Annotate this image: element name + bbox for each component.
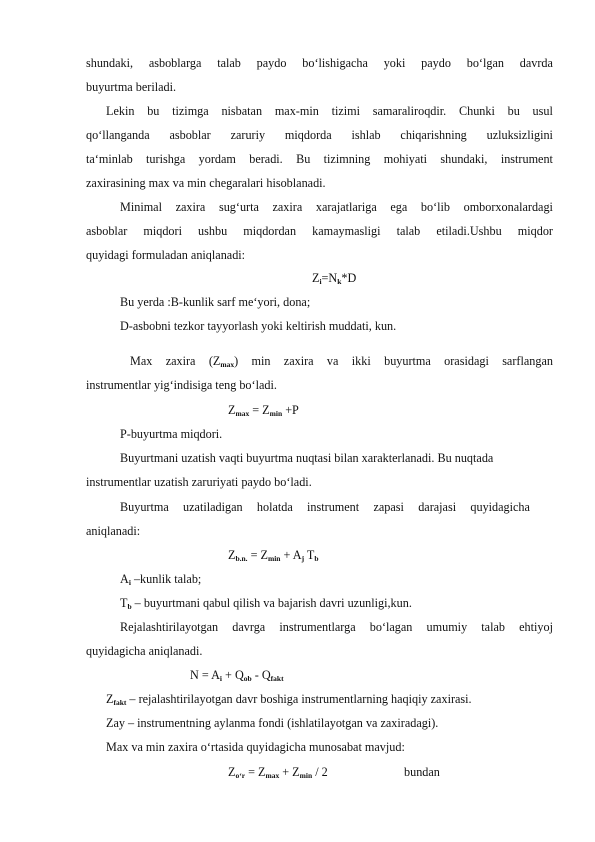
word: Buyurtma bbox=[120, 500, 169, 514]
word: asboblar bbox=[169, 128, 211, 142]
definition-d: D-asbobni tezkor tayyorlash yoki keltirish muddati, kun. bbox=[120, 319, 397, 333]
word: yordam bbox=[198, 152, 236, 166]
word: bo‘lib bbox=[420, 200, 450, 214]
p7-line2: quyidagicha aniqlanadi. bbox=[86, 644, 203, 658]
word: instrument bbox=[307, 500, 360, 514]
word: Lekin bbox=[106, 104, 135, 118]
p1-line2: buyurtma beriladi. bbox=[86, 80, 177, 94]
word: ishlab bbox=[351, 128, 381, 142]
word: samaraliroqdir. bbox=[372, 104, 447, 118]
word: instrumentlarga bbox=[279, 620, 356, 634]
word: turishga bbox=[146, 152, 186, 166]
word: shundaki, bbox=[440, 152, 488, 166]
word: miqdori bbox=[143, 224, 182, 238]
word: ehtiyoj bbox=[519, 620, 553, 634]
word: talab bbox=[396, 224, 421, 238]
word: umumiy bbox=[426, 620, 468, 634]
word: bo‘lgan bbox=[466, 56, 504, 70]
word: uzluksizligini bbox=[486, 128, 553, 142]
word: ta‘minlab bbox=[86, 152, 133, 166]
word: chiqarishning bbox=[400, 128, 467, 142]
word: asboblar bbox=[86, 224, 128, 238]
word: usul bbox=[532, 104, 553, 118]
word: Chunki bbox=[458, 104, 495, 118]
word: omborxonalardagi bbox=[463, 200, 553, 214]
word: zaruriy bbox=[230, 128, 266, 142]
word: davrga bbox=[232, 620, 266, 634]
word: xarajatlariga bbox=[315, 200, 377, 214]
formula-zor: $Z_{o‘r} = Z_{max} + Z_{min} / 2$ bbox=[228, 765, 328, 780]
word: uzatiladigan bbox=[183, 500, 243, 514]
p4-line1: Max zaxira $(Z_{max})$ min zaxira va ikki buyurtma orasidagi sarflangan bbox=[130, 354, 553, 369]
word: tizimi bbox=[331, 104, 361, 118]
p3-line1 bbox=[120, 199, 553, 215]
definition-a: $A_i$ –kunlik talab; bbox=[120, 572, 202, 587]
p5-line1: Buyurtmani uzatish vaqti buyurtma nuqtasi bilan xarakterlanadi. Bu nuqtada bbox=[120, 451, 494, 465]
formula-n: $N = A_i + Q_{ob} - Q_{fakt}$ bbox=[190, 668, 284, 683]
word: yoki bbox=[383, 56, 406, 70]
word: sug‘urta bbox=[218, 200, 259, 214]
p1-line1 bbox=[86, 55, 553, 71]
word: Minimal bbox=[120, 200, 162, 214]
word: paydo bbox=[421, 56, 451, 70]
word: quyidagicha bbox=[470, 500, 530, 514]
p3-line2 bbox=[86, 223, 553, 239]
word: instrument bbox=[500, 152, 553, 166]
word: Rejalashtirilayotgan bbox=[120, 620, 219, 634]
word: zaxira bbox=[272, 200, 303, 214]
p6-line1 bbox=[120, 499, 530, 515]
p3-line3: quyidagi formuladan aniqlanadi: bbox=[86, 248, 246, 262]
word: ega bbox=[390, 200, 408, 214]
word: asboblarga bbox=[148, 56, 202, 70]
definition-zfakt: $Z_{fakt}$ – rejalashtirilayotgan davr boshiga instrumentlarning haqiqiy zaxirasi. bbox=[106, 692, 472, 707]
word: ushbu bbox=[198, 224, 228, 238]
word: talab bbox=[481, 620, 505, 634]
word: zaxira bbox=[175, 200, 206, 214]
word: max-min bbox=[274, 104, 319, 118]
word: etiladi.Ushbu bbox=[436, 224, 502, 238]
word: tizimga bbox=[172, 104, 209, 118]
word: miqdor bbox=[517, 224, 553, 238]
word: tizimning bbox=[323, 152, 371, 166]
relation-intro: Max va min zaxira o‘rtasida quyidagicha munosabat mavjud: bbox=[106, 740, 405, 754]
word: talab bbox=[217, 56, 241, 70]
p6-line2: aniqlanadi: bbox=[86, 524, 141, 538]
formula-bundan: bundan bbox=[404, 765, 440, 779]
p2-line1 bbox=[106, 103, 553, 119]
word: miqdorda bbox=[284, 128, 332, 142]
p5-line2: instrumentlar uzatish zaruriyati paydo bo‘ladi. bbox=[86, 475, 312, 489]
word: paydo bbox=[256, 56, 287, 70]
definition-p: P-buyurtma miqdori. bbox=[120, 427, 223, 441]
formula-zbn: $Z_{b.n.} = Z_{min} + A_j$ $T_b$ bbox=[228, 548, 319, 563]
formula-zi: $Z_i=N_k*D$ bbox=[312, 271, 357, 286]
p2-line2 bbox=[86, 127, 553, 143]
word: bu bbox=[147, 104, 160, 118]
word: bo‘lagan bbox=[369, 620, 413, 634]
word: miqdordan bbox=[243, 224, 297, 238]
word: bo‘lishigacha bbox=[302, 56, 368, 70]
p7-line1 bbox=[120, 619, 553, 635]
p2-line3 bbox=[86, 151, 553, 167]
word: holatda bbox=[256, 500, 293, 514]
word: shundaki, bbox=[86, 56, 134, 70]
word: beradi. bbox=[249, 152, 283, 166]
word: mohiyati bbox=[383, 152, 428, 166]
definition-zay: Zay – instrumentning aylanma fondi (ishlatilayotgan va zaxiradagi). bbox=[106, 716, 439, 730]
formula-zmax: $Z_{max} = Z_{min} +P$ bbox=[228, 403, 299, 418]
definition-t: $T_b$ – buyurtmani qabul qilish va bajarish davri uzunligi,kun. bbox=[120, 596, 412, 611]
word: davrda bbox=[519, 56, 553, 70]
word: bu bbox=[507, 104, 520, 118]
word: darajasi bbox=[418, 500, 457, 514]
word: nisbatan bbox=[221, 104, 263, 118]
word: qo‘llanganda bbox=[86, 128, 150, 142]
p2-line4: zaxirasining max va min chegaralari hisoblanadi. bbox=[86, 176, 326, 190]
word: Bu bbox=[296, 152, 311, 166]
definition-b: Bu yerda :B-kunlik sarf me‘yori, dona; bbox=[120, 295, 311, 309]
p4-line2: instrumentlar yig‘indisiga teng bo‘ladi. bbox=[86, 378, 277, 392]
word: kamaymasligi bbox=[312, 224, 381, 238]
word: zapasi bbox=[373, 500, 404, 514]
